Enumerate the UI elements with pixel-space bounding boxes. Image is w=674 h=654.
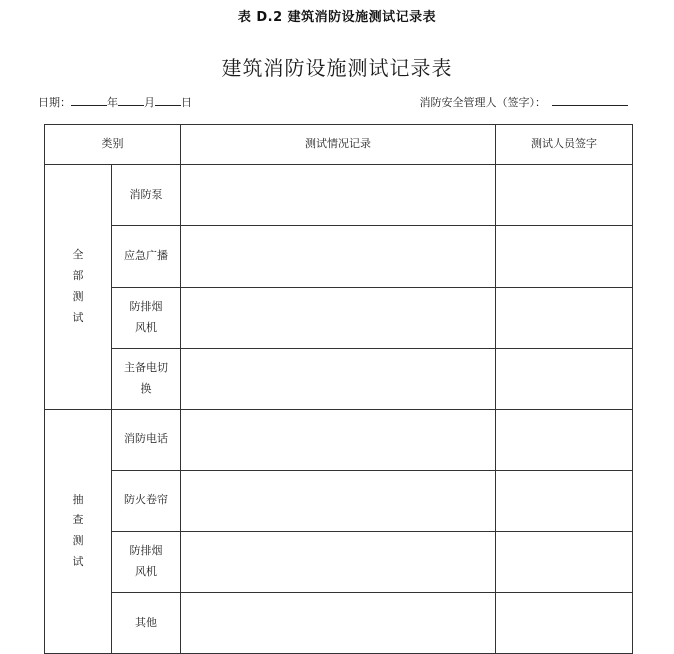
item-label: 换 <box>140 381 152 395</box>
table-row <box>45 409 633 470</box>
signature-cell[interactable] <box>496 531 633 592</box>
manager-signature-line <box>420 94 629 110</box>
group-label-char: 部 <box>72 269 84 283</box>
table-row <box>45 531 633 592</box>
table-row <box>45 165 633 226</box>
signature-cell[interactable] <box>496 348 633 409</box>
header-signature: 测试人员签字 <box>496 125 633 165</box>
group-label-char: 试 <box>72 555 84 569</box>
day-unit: 日 <box>181 96 192 109</box>
item-other <box>112 592 181 653</box>
item-fire-pump <box>112 165 181 226</box>
item-label: 防火卷帘 <box>124 493 168 507</box>
table-row <box>45 592 633 653</box>
item-fire-telephone <box>112 409 181 470</box>
item-label: 防排烟 <box>129 543 163 557</box>
record-cell[interactable] <box>181 348 496 409</box>
table-row <box>45 226 633 287</box>
day-blank[interactable] <box>155 94 181 106</box>
group-full-test <box>45 165 112 409</box>
group-spot-check <box>45 409 112 653</box>
item-label: 主备电切 <box>124 360 168 374</box>
group-label-char: 全 <box>72 248 84 262</box>
form-title: 建筑消防设施测试记录表 <box>221 56 453 80</box>
item-emergency-broadcast <box>112 226 181 287</box>
item-fire-shutter <box>112 470 181 531</box>
signature-cell[interactable] <box>496 287 633 348</box>
month-unit: 月 <box>144 96 155 109</box>
item-label: 消防泵 <box>129 187 163 201</box>
group-label-char: 查 <box>72 513 84 527</box>
item-label: 消防电话 <box>124 432 168 446</box>
signature-cell[interactable] <box>496 470 633 531</box>
item-smoke-exhaust-fan <box>112 287 181 348</box>
year-blank[interactable] <box>71 94 107 106</box>
year-unit: 年 <box>107 96 118 109</box>
header-row <box>45 125 633 165</box>
signature-cell[interactable] <box>496 592 633 653</box>
date-label: 日期： <box>38 96 71 109</box>
record-cell[interactable] <box>181 531 496 592</box>
table-caption: 表 D.2 建筑消防设施测试记录表 <box>237 10 437 25</box>
item-label: 风机 <box>135 320 157 334</box>
manager-signature-blank[interactable] <box>552 94 628 106</box>
table-row <box>45 287 633 348</box>
record-cell[interactable] <box>181 287 496 348</box>
manager-label: 消防安全管理人（签字）： <box>419 96 546 109</box>
header-category: 类别 <box>45 125 181 165</box>
group-label-char: 测 <box>72 534 84 548</box>
signature-cell[interactable] <box>496 409 633 470</box>
item-label: 应急广播 <box>124 249 168 263</box>
group-label-char: 试 <box>72 310 84 324</box>
test-record-table <box>44 124 633 654</box>
record-cell[interactable] <box>181 226 496 287</box>
record-cell[interactable] <box>181 470 496 531</box>
month-blank[interactable] <box>118 94 144 106</box>
group-label-char: 抽 <box>72 492 84 506</box>
table-row <box>45 470 633 531</box>
item-label: 防排烟 <box>129 299 163 313</box>
header-record: 测试情况记录 <box>181 125 496 165</box>
date-line <box>38 94 192 110</box>
item-label: 风机 <box>135 564 157 578</box>
item-power-switchover <box>112 348 181 409</box>
record-cell[interactable] <box>181 592 496 653</box>
record-cell[interactable] <box>181 165 496 226</box>
signature-cell[interactable] <box>496 226 633 287</box>
signature-cell[interactable] <box>496 165 633 226</box>
record-cell[interactable] <box>181 409 496 470</box>
item-smoke-exhaust-fan <box>112 531 181 592</box>
table-row <box>45 348 633 409</box>
item-label: 其他 <box>135 615 157 629</box>
group-label-char: 测 <box>72 290 84 304</box>
